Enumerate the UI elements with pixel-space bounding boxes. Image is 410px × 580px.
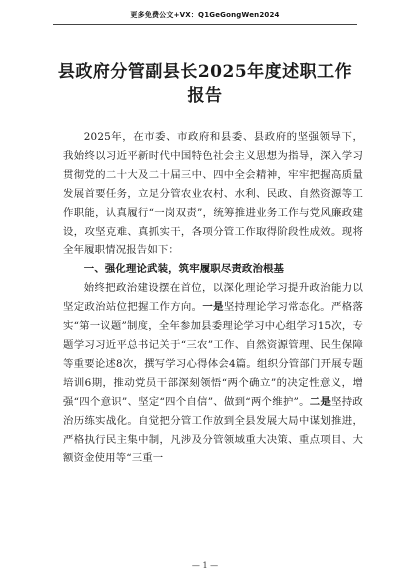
page-number: — 1 — xyxy=(191,561,219,570)
header-rule xyxy=(53,24,357,25)
paragraph-text: 坚持理论学习常态化。严格落实“第一议题”制度，全年参加县委理论学习中心组学习15次，专题学习习近平总书记关于“三农”工作、自然资源管理、民生保障等重要论述8次，撰写学习心得体会4篇。组织分管部门开展专题培训6期，推动党员干部深刻领悟“两个确立”的决定性意义，增强“四个意识”、坚定“四个自信”、做到“两个维护”。 xyxy=(63,301,363,408)
section-heading: 一、强化理论武装，筑牢履职尽责政治根基 xyxy=(83,263,285,276)
intro-paragraph: 2025年，在市委、市政府和县委、县政府的坚强领导下，我始终以习近平新时代中国特色社会主义思想为指导，深入学习贯彻党的二十大及二十届三中、四中全会精神，牢牢把握高质量发展首要任务，立足分管农业农村、水利、民政、自然资源等工作职能，认真履行“一岗双责”，统筹推进业务工作与党风廉政建设，攻坚克难、真抓实干，各项分管工作取得阶段性成效。现将全年履职情况报告如下： xyxy=(63,131,363,257)
document-title: 县政府分管副县长2025年度述职工作报告 xyxy=(57,62,353,106)
bold-lead: 二是 xyxy=(309,395,332,408)
paragraph-text: 始终把政治建设摆在首位，以深化理论学习提升政治能力以坚定政治站位把握工作方向。 xyxy=(63,282,363,314)
paragraph-text: 坚持政治历练实战化。自觉把分管工作放到全县发展大局中谋划推进，严格执行民主集中制，凡涉及分管领域重大决策、重点项目、大额资金使用等“三重一 xyxy=(63,395,363,465)
bold-lead: 一是 xyxy=(202,301,224,314)
header-note: 更多免费公文+VX：Q1GeGongWen2024 xyxy=(130,11,280,19)
section-paragraph xyxy=(63,279,363,468)
document-body xyxy=(63,128,363,468)
